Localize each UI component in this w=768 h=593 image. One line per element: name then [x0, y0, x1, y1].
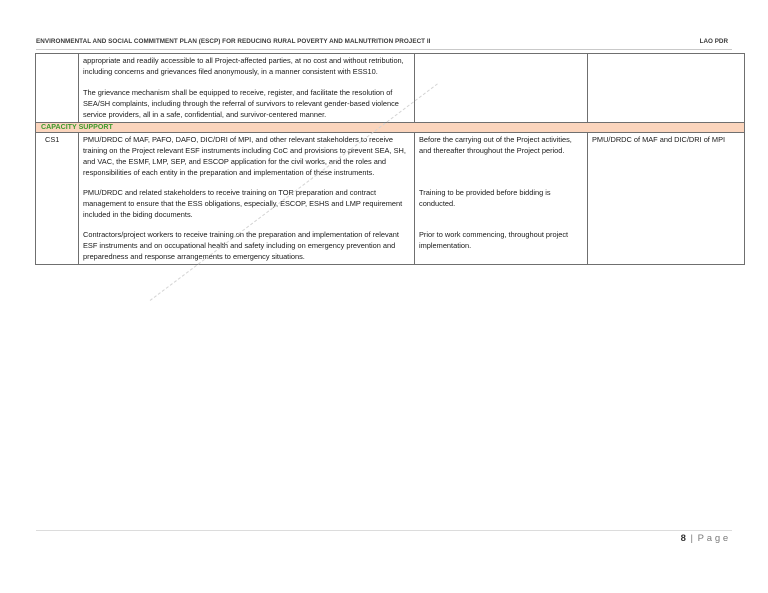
- cs1-responsibility: PMU/DRDC of MAF and DIC/DRI of MPI: [592, 135, 726, 144]
- cs1-actions-cell: [79, 133, 415, 265]
- header-divider: [36, 49, 732, 50]
- page-separator: |: [690, 533, 693, 544]
- section-header-row: [36, 123, 745, 133]
- page-label: Page: [697, 533, 731, 544]
- grievance-paragraph-2: The grievance mechanism shall be equipped to receive, register, and facilitate the resolution of SEA/SH complaints, including through the referral of survivors to relevant gender-based violence service providers, all in a safe, confidential, and survivor-centered manner.: [83, 88, 399, 119]
- timeframe-cell-empty: [415, 54, 588, 123]
- cs1-action-2: PMU/DRDC and related stakeholders to receive training on TOR preparation and contract management to ensure that the ESS obligations, especially, ESCOP, ESHS and LMP requirement included in the biding documents.: [83, 188, 403, 219]
- id-cell-empty: [36, 54, 79, 123]
- cs1-timeframe-3: Prior to work commencing, throughout project implementation.: [419, 230, 569, 250]
- escp-table: [35, 53, 745, 265]
- document-header-country: LAO PDR: [699, 38, 728, 45]
- cs1-timeframe-1: Before the carrying out of the Project activities, and thereafter throughout the Project period.: [419, 135, 572, 155]
- cs1-action-3: Contractors/project workers to receive training on the preparation and implementation of relevant ESF instruments and on occupational health and safety including on emergency prevention and preparedness and response arrangements to emergency situations.: [83, 230, 399, 261]
- grievance-paragraph-1: appropriate and readily accessible to all Project-affected parties, at no cost and without retribution, including concerns and grievances filed anonymously, in a manner consistent with ESS10.: [83, 56, 404, 76]
- cs1-timeframe-2: Training to be provided before bidding is conducted.: [419, 188, 551, 208]
- document-header-title: ENVIRONMENTAL AND SOCIAL COMMITMENT PLAN (ESCP) FOR REDUCING RURAL POVERTY AND MALNUTRITION PROJECT II: [36, 38, 431, 45]
- table-row-cs1: [36, 133, 745, 265]
- cs1-responsibility-cell: [588, 133, 745, 265]
- table-row-continued: [36, 54, 745, 123]
- footer-divider: [36, 530, 732, 531]
- section-title-capacity-support: CAPACITY SUPPORT: [36, 123, 745, 133]
- responsibility-cell-empty: [588, 54, 745, 123]
- page-footer: [681, 533, 731, 544]
- cs1-action-1: PMU/DRDC of MAF, PAFO, DAFO, DIC/DRI of MPI, and other relevant stakeholders to receive training on the Project relevant ESF instruments including CoC and provisions to prevent SEA, SH, and VAC, the ESMF, LMP, SEP, and ESCOP application for the civil works, and the roles and responsibilities of each entity in the preparation and implementation of these instruments.: [83, 135, 406, 177]
- page-number: 8: [680, 533, 686, 544]
- action-cell-grievance: [79, 54, 415, 123]
- cs1-id: CS1: [36, 133, 79, 265]
- cs1-timeframe-cell: [415, 133, 588, 265]
